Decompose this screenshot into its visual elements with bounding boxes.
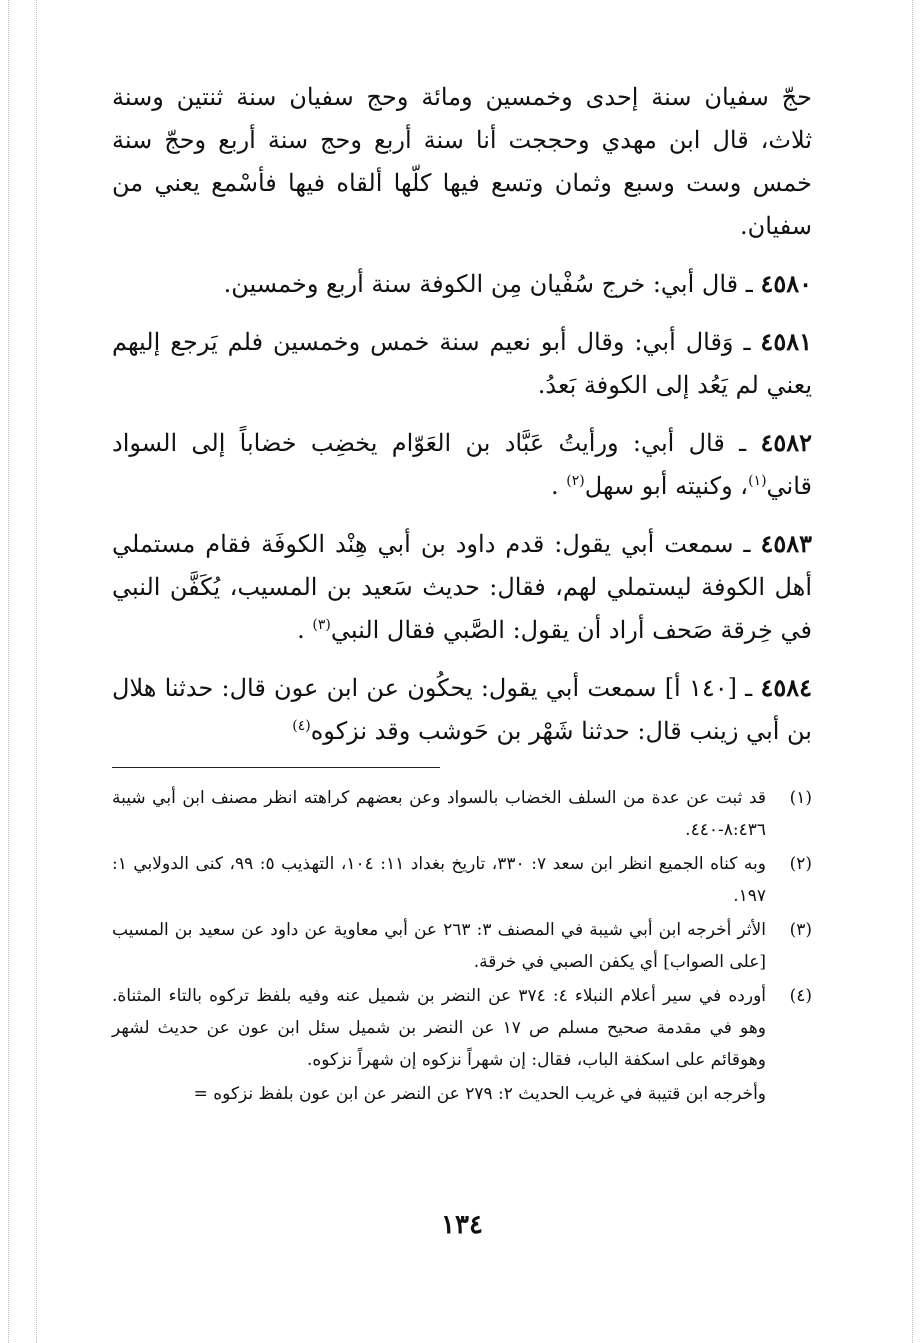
entry-text-tail: . (550, 472, 559, 500)
footnote-ref-1: (١) (748, 473, 767, 489)
entry-4582 (112, 421, 812, 508)
footnote-text: الأثر أخرجه ابن أبي شيبة في المصنف ٣: ٢٦٣ عن أبي معاوية عن داود عن سعيد بن المسيب [على الصواب] أي يكفن الصبي في خرقة. (112, 920, 766, 972)
footnote-2 (112, 848, 812, 912)
entry-4580 (112, 262, 812, 306)
entry-number: ٤٥٨١ (760, 327, 812, 356)
footnote-1 (112, 782, 812, 846)
entry-text: ـ سمعت أبي يقول: قدم داود بن أبي هِنْد الكوفَة فقام مستملي أهل الكوفة ليستملي لهم، فقال: حديث سَعيد بن المسيب، يُكَفَّن النبي في خِرقة صَحف أراد أن يقول: الصَّبي فقال النبي (112, 530, 812, 644)
margin-guide-right (912, 0, 913, 1343)
footnote-ref-2: (٢) (566, 473, 585, 489)
entry-text-tail: . (297, 616, 305, 644)
entry-text: ـ قال أبي: خرج سُفْيان مِن الكوفة سنة أربع وخمسين. (223, 270, 753, 298)
margin-guide-left-inner (36, 0, 37, 1343)
entry-number: ٤٥٨٠ (760, 269, 812, 298)
footnote-text: وبه كناه الجميع انظر ابن سعد ٧: ٣٣٠، تاريخ بغداد ١١: ١٠٤، التهذيب ٥: ٩٩، كنى الدولابي ١: ١٩٧. (112, 854, 766, 906)
footnote-mark: (٤) (789, 986, 812, 1006)
footnote-separator (112, 767, 440, 768)
footnote-mark: (٢) (789, 854, 812, 874)
footnotes (112, 782, 812, 1110)
entry-text: ـ قال أبي: ورأيتُ عَبَّاد بن العَوّام يخضِب خضاباً إلى السواد قاني (112, 429, 812, 500)
page-number: ١٣٤ (441, 1210, 483, 1240)
footnote-3 (112, 914, 812, 978)
margin-guide-left (8, 0, 9, 1343)
entry-text: ـ وَقال أبي: وقال أبو نعيم سنة خمس وخمسين فلم يَرجع إليهم يعني لم يَعُد إلى الكوفة بَعدُ. (112, 328, 812, 399)
entry-4584 (112, 666, 812, 753)
entry-number: ٤٥٨٣ (760, 529, 812, 558)
footnote-ref-4: (٤) (292, 718, 311, 734)
footnote-continuation: وأخرجه ابن قتيبة في غريب الحديث ٢: ٢٧٩ عن النضر عن ابن عون بلفظ نزكوه = (193, 1084, 766, 1104)
footnote-mark: (١) (789, 788, 812, 808)
main-text (112, 76, 812, 753)
intro-paragraph: حجّ سفيان سنة إحدى وخمسين ومائة وحج سفيان سنة ثنتين وسنة ثلاث، قال ابن مهدي وحججت أنا سنة أربع وحج سنة أربع وحجّ سنة خمس وست وسبع وثمان وتسع فيها كلّها ألقاه فيها فأسْمع يعني من سفيان. (112, 83, 812, 240)
entry-4581 (112, 320, 812, 407)
entry-text-mid: ، وكنيته أبو سهل (584, 472, 749, 500)
entry-4583 (112, 522, 812, 652)
document-page (112, 76, 812, 1316)
footnote-text: أورده في سير أعلام النبلاء ٤: ٣٧٤ عن النضر بن شميل عنه وفيه بلفظ تركوه بالتاء المثناة. وهو في مقدمة صحيح مسلم ص ١٧ عن النضر بن شميل سئل ابن عون عن حديث لشهر وهوقائم على اسكفة الباب، فقال: إن شهراً نزكوه إن شهراً نزكوه. (112, 986, 766, 1070)
entry-number: ٤٥٨٤ (760, 673, 812, 702)
footnote-4 (112, 980, 812, 1076)
entry-text: ـ [١٤٠ أ] سمعت أبي يقول: يحكُون عن ابن عون قال: حدثنا هلال بن أبي زينب قال: حدثنا شَهْر بن حَوشب وقد نزكوه (112, 674, 812, 745)
footnote-ref-3: (٣) (312, 617, 331, 633)
entry-number: ٤٥٨٢ (760, 428, 812, 457)
footnote-mark: (٣) (789, 920, 812, 940)
footnote-text: قد ثبت عن عدة من السلف الخضاب بالسواد وعن بعضهم كراهته انظر مصنف ابن أبي شيبة ٨:٤٣٦-٤٤٠. (112, 788, 766, 840)
